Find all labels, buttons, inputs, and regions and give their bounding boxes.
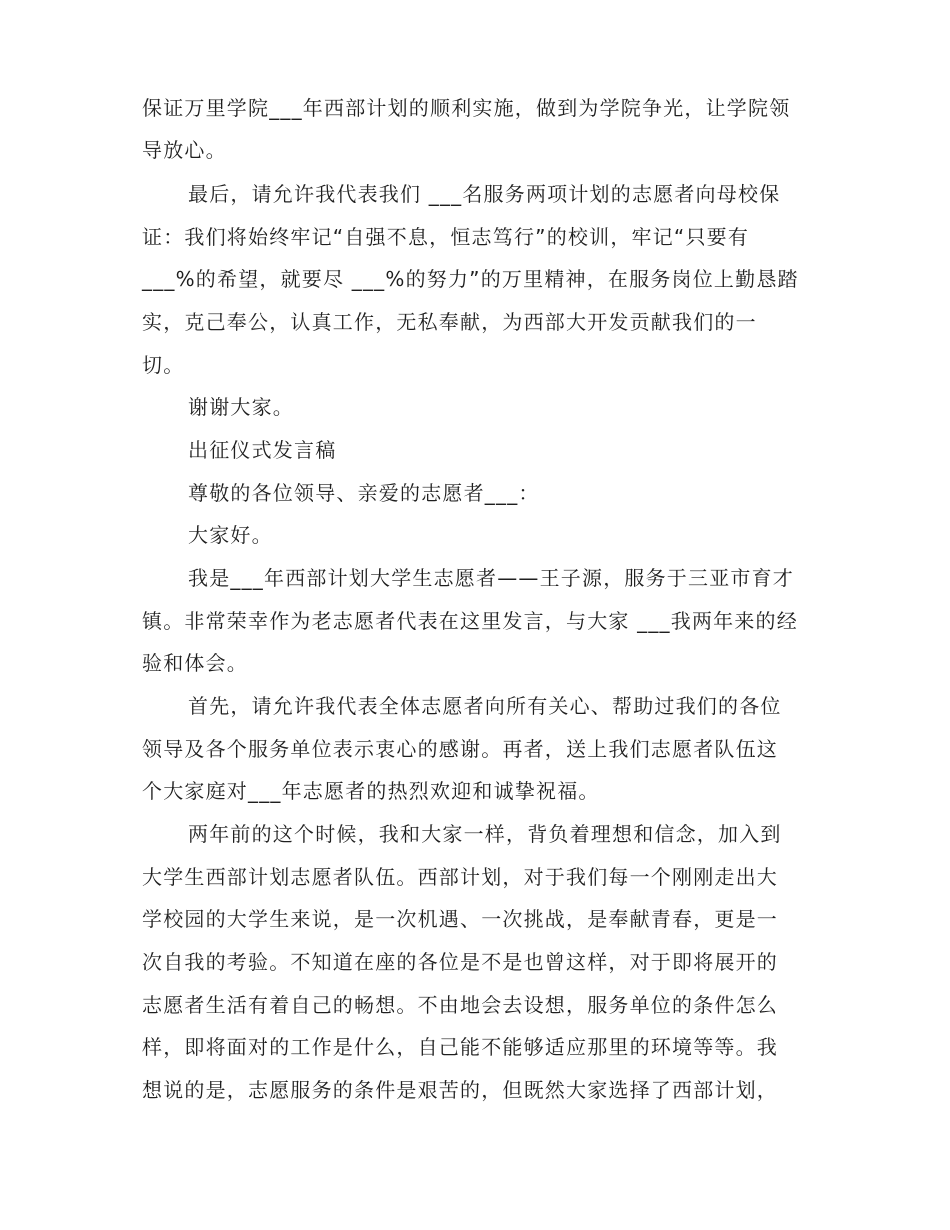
text-line: 最后，请允许我代表我们 ___名服务两项计划的志愿者向母校保 (188, 182, 781, 206)
text-line: 尊敬的各位领导、亲爱的志愿者___： (188, 481, 540, 505)
text-line: 个大家庭对___年志愿者的热烈欢迎和诚挚祝福。 (142, 779, 600, 803)
text-line: 两年前的这个时候，我和大家一样，背负着理想和信念，加入到 (188, 822, 782, 846)
text-line: 证：我们将始终牢记“自强不息，恒志笃行”的校训，牢记“只要有 (142, 225, 750, 249)
text-line: 导放心。 (142, 138, 227, 162)
text-line: 大家好。 (188, 523, 273, 547)
text-line: 想说的是，志愿服务的条件是艰苦的，但既然大家选择了西部计划， (142, 1078, 778, 1102)
text-line: 我是___年西部计划大学生志愿者——王子源，服务于三亚市育才 (188, 566, 794, 590)
text-line: 保证万里学院___年西部计划的顺利实施，做到为学院争光，让学院领 (142, 96, 791, 120)
text-line: 领导及各个服务单位表示衷心的感谢。再者，送上我们志愿者队伍这 (142, 737, 778, 761)
text-line: 次自我的考验。不知道在座的各位是不是也曾这样，对于即将展开的 (142, 950, 778, 974)
text-line: 志愿者生活有着自己的畅想。不由地会去设想，服务单位的条件怎么 (142, 993, 778, 1017)
text-line: 切。 (142, 353, 185, 377)
text-line: ___%的希望，就要尽 ___%的努力”的万里精神，在服务岗位上勤恳踏 (142, 267, 799, 291)
text-line: 镇。非常荣幸作为老志愿者代表在这里发言，与大家 ___我两年来的经 (142, 609, 798, 633)
text-line: 验和体会。 (142, 651, 248, 675)
text-line: 大学生西部计划志愿者队伍。西部计划，对于我们每一个刚刚走出大 (142, 865, 778, 889)
text-line: 首先，请允许我代表全体志愿者向所有关心、帮助过我们的各位 (188, 694, 782, 718)
text-line: 实，克己奉公，认真工作，无私奉献，为西部大开发贡献我们的一 (142, 310, 757, 334)
text-line: 谢谢大家。 (188, 395, 294, 419)
text-line: 学校园的大学生来说，是一次机遇、一次挑战，是奉献青春，更是一 (142, 907, 778, 931)
text-line: 出征仪式发言稿 (188, 438, 337, 462)
text-line: 样，即将面对的工作是什么，自己能不能够适应那里的环境等等。我 (142, 1035, 778, 1059)
